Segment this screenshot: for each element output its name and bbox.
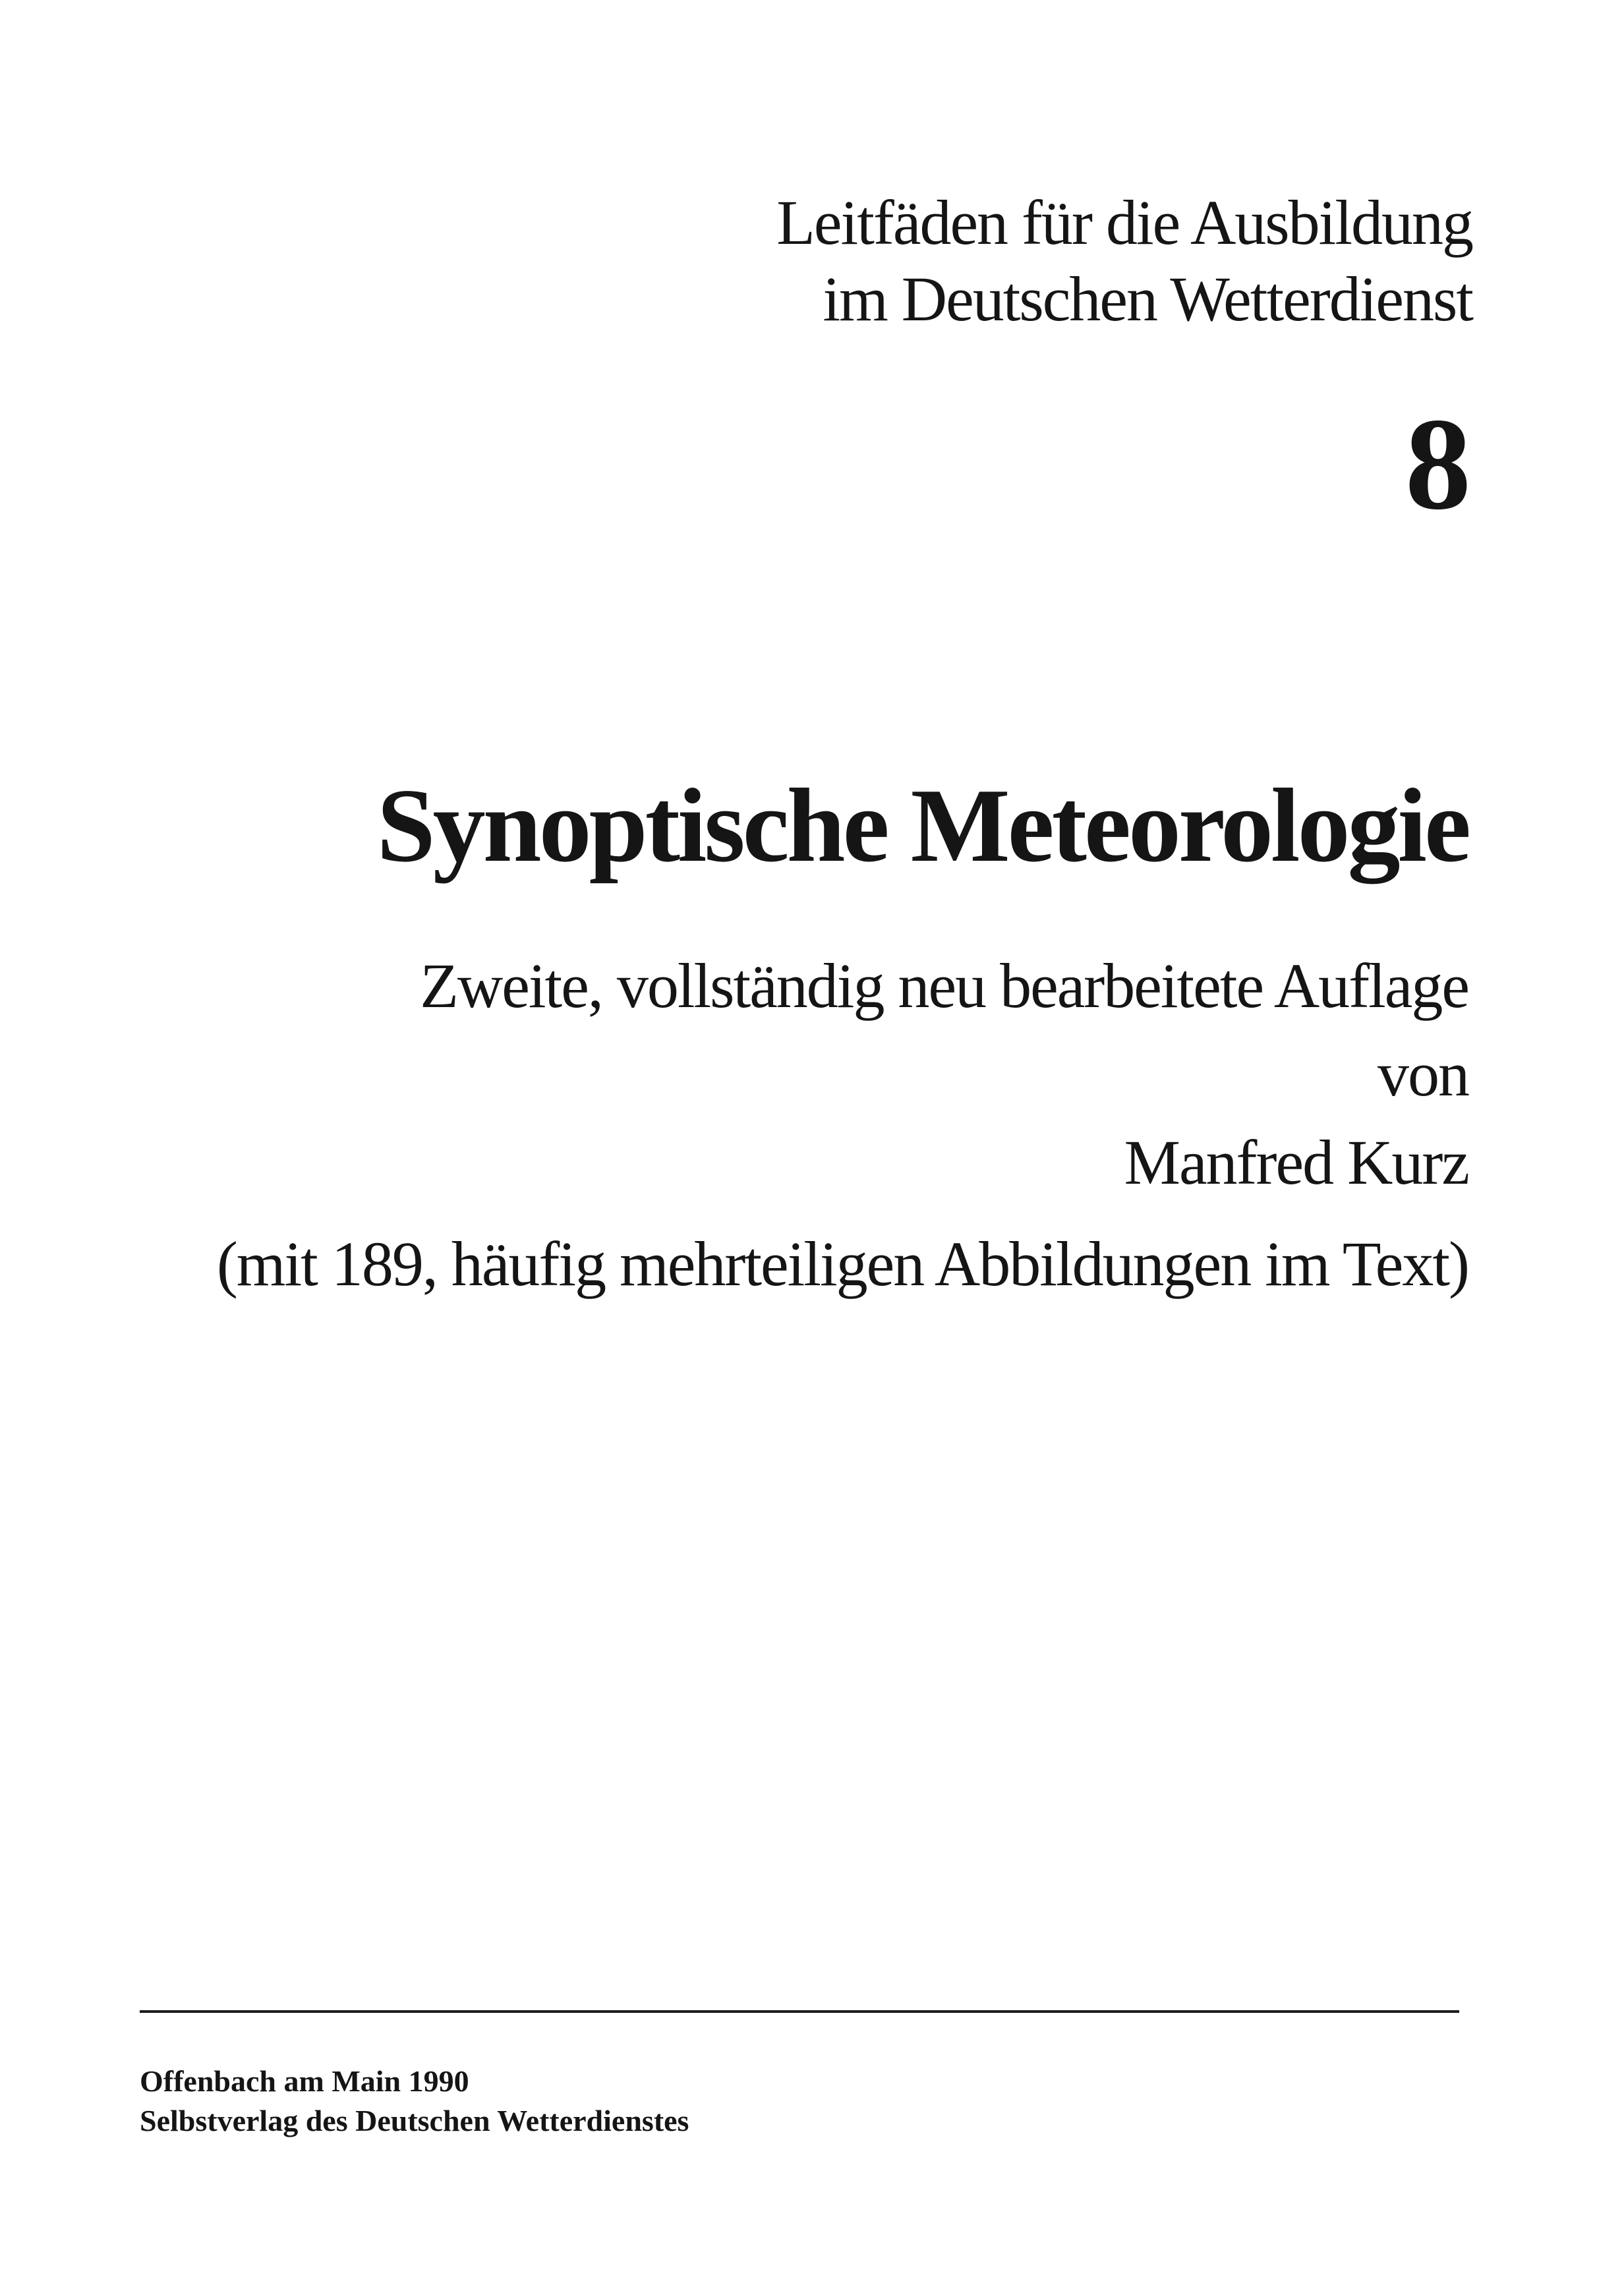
edition-line: Zweite, vollständig neu bearbeitete Auflage [420, 950, 1468, 1021]
volume-number: 8 [1405, 391, 1471, 537]
series-title-line-1: Leitfäden für die Ausbildung [776, 187, 1472, 258]
book-title: Synoptische Meteorologie [376, 767, 1468, 884]
footer-publisher: Selbstverlag des Deutschen Wetterdienstes [140, 2104, 689, 2137]
figures-note: (mit 189, häufig mehrteiligen Abbildungen im Text) [216, 1229, 1468, 1299]
author-name: Manfred Kurz [1124, 1127, 1468, 1198]
footer-place-year: Offenbach am Main 1990 [140, 2064, 469, 2098]
by-line: von [1378, 1039, 1468, 1109]
footer-divider [140, 2010, 1459, 2013]
series-title-line-2: im Deutschen Wetterdienst [823, 264, 1472, 334]
